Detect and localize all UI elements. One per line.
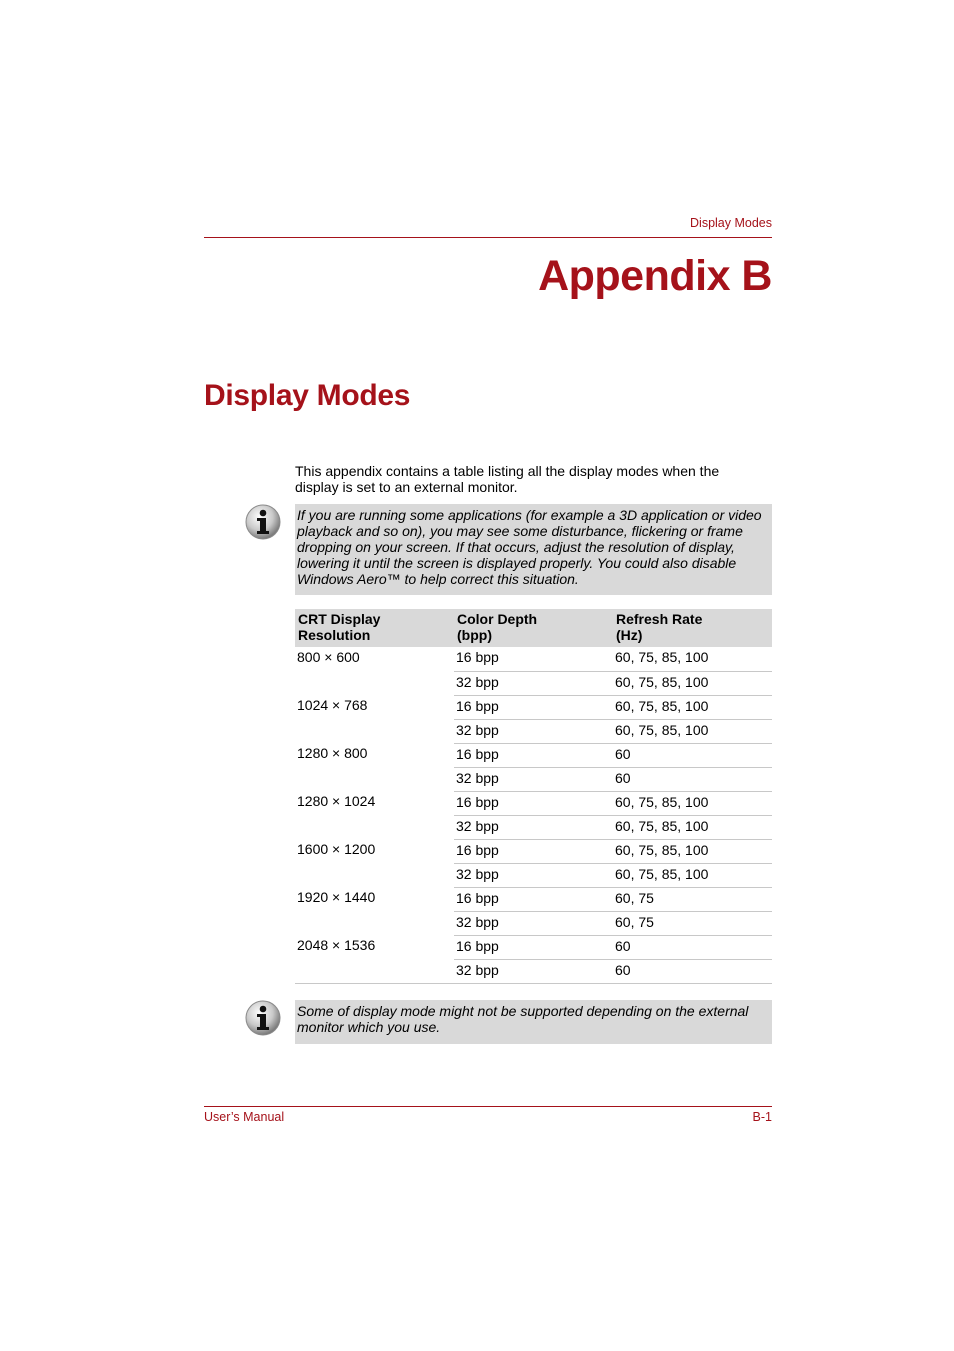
- cell-refresh-rate: 60, 75: [613, 911, 772, 935]
- table-row: [295, 839, 772, 863]
- footer-page-number: B-1: [752, 1110, 772, 1124]
- info-icon: [245, 1000, 281, 1036]
- cell-color-depth: 16 bpp: [454, 935, 613, 959]
- note-text: If you are running some applications (for example a 3D application or video playback and so on), you may see some disturbance, flickering or frame dropping on your screen. If that occurs, adjust the resolution of display, lowering it until the screen is displayed properly. You could also disable Windows Aero™ to help correct this situation.: [297, 507, 762, 587]
- cell-color-depth: 16 bpp: [454, 791, 613, 815]
- footer-rule: [204, 1106, 772, 1107]
- section-title: Display Modes: [204, 379, 411, 412]
- cell-color-depth: 16 bpp: [454, 743, 613, 767]
- note-text: Some of display mode might not be supported depending on the external monitor which you use.: [297, 1003, 749, 1035]
- cell-color-depth: 32 bpp: [454, 911, 613, 935]
- cell-color-depth: 32 bpp: [454, 719, 613, 743]
- cell-refresh-rate: 60, 75, 85, 100: [613, 695, 772, 719]
- cell-color-depth: 16 bpp: [454, 887, 613, 911]
- cell-refresh-rate: 60, 75, 85, 100: [613, 839, 772, 863]
- footer-manual-title: User’s Manual: [204, 1110, 285, 1124]
- table-row: [295, 791, 772, 815]
- cell-refresh-rate: 60, 75, 85, 100: [613, 863, 772, 887]
- cell-refresh-rate: 60, 75, 85, 100: [613, 815, 772, 839]
- cell-color-depth: 32 bpp: [454, 767, 613, 791]
- header-refresh-rate: Refresh Rate (Hz): [613, 609, 772, 647]
- table-row: [295, 935, 772, 959]
- header-color-depth: Color Depth (bpp): [454, 609, 613, 647]
- cell-resolution: 1024 × 768: [297, 697, 368, 713]
- table-header-row: [295, 609, 772, 647]
- cell-resolution: 1920 × 1440: [297, 889, 376, 905]
- info-icon: [245, 504, 281, 540]
- cell-color-depth: 32 bpp: [454, 815, 613, 839]
- cell-color-depth: 16 bpp: [454, 647, 613, 671]
- cell-refresh-rate: 60: [613, 959, 772, 983]
- cell-refresh-rate: 60: [613, 935, 772, 959]
- cell-resolution: 2048 × 1536: [295, 935, 454, 983]
- running-header: Display Modes: [690, 216, 772, 230]
- header-rule: [204, 237, 772, 238]
- cell-resolution: 1600 × 1200: [297, 841, 376, 857]
- cell-color-depth: 32 bpp: [454, 959, 613, 983]
- cell-refresh-rate: 60, 75, 85, 100: [613, 671, 772, 695]
- cell-resolution: 1280 × 800: [297, 745, 368, 761]
- cell-color-depth: 16 bpp: [454, 695, 613, 719]
- cell-refresh-rate: 60, 75: [613, 887, 772, 911]
- table-row: [295, 647, 772, 671]
- cell-refresh-rate: 60: [613, 743, 772, 767]
- note-box-unsupported-modes: [295, 1000, 772, 1044]
- note-box-display-disturbance: [295, 504, 772, 595]
- header-resolution: CRT Display Resolution: [295, 609, 454, 647]
- cell-resolution: 1280 × 1024: [297, 793, 376, 809]
- cell-refresh-rate: 60, 75, 85, 100: [613, 791, 772, 815]
- table-row: [295, 887, 772, 911]
- cell-color-depth: 16 bpp: [454, 839, 613, 863]
- cell-refresh-rate: 60, 75, 85, 100: [613, 647, 772, 671]
- cell-color-depth: 32 bpp: [454, 671, 613, 695]
- table-row: [295, 743, 772, 767]
- cell-color-depth: 32 bpp: [454, 863, 613, 887]
- cell-resolution: 800 × 600: [297, 649, 360, 665]
- cell-refresh-rate: 60: [613, 767, 772, 791]
- table-row: [295, 695, 772, 719]
- display-modes-table: [295, 609, 772, 984]
- intro-paragraph: This appendix contains a table listing all the display modes when the display is set to an external monitor.: [295, 463, 720, 495]
- appendix-title: Appendix B: [538, 252, 772, 300]
- cell-refresh-rate: 60, 75, 85, 100: [613, 719, 772, 743]
